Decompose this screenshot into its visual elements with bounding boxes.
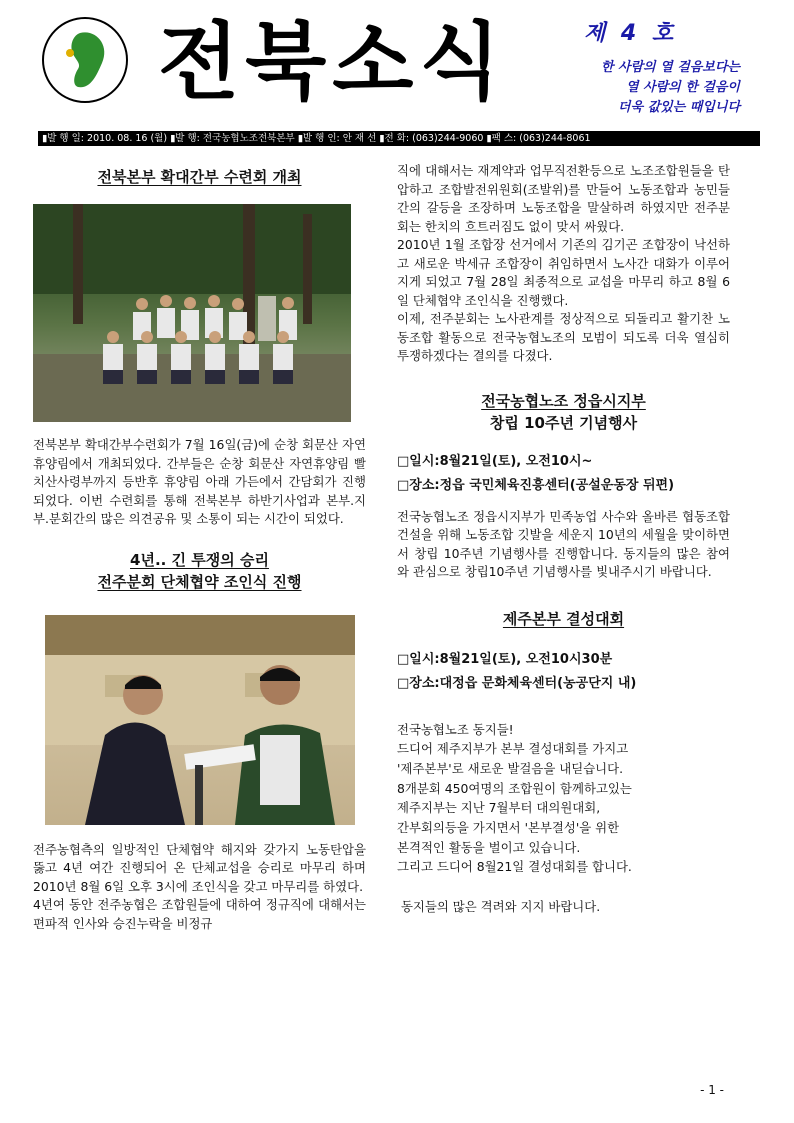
body-line (397, 877, 730, 897)
article-title-text: 전국농협노조 정읍시지부 (481, 391, 646, 410)
event-date: □일시:8월21일(토), 오전10시~ (397, 453, 593, 469)
body-line: '제주본부'로 새로운 발걸음을 내딛습니다. (397, 760, 624, 776)
body-line: 8개분회 450여명의 조합원이 함께하고있는 (397, 780, 632, 796)
event-details (397, 648, 730, 696)
body-line: 드디어 제주지부가 본부 결성대회를 가지고 (397, 741, 629, 757)
article-title (397, 608, 730, 630)
slogan-line: 더욱 값있는 때입니다 (617, 100, 740, 115)
body-line: 동지들의 많은 격려와 지지 바랍니다. (397, 898, 601, 914)
article-title-text: 전북본부 확대간부 수련회 개최 (97, 168, 302, 186)
article-title-text: 4년.. 긴 투쟁의 승리 (130, 550, 269, 569)
event-details (397, 450, 730, 498)
logo-emblem-icon (44, 19, 126, 101)
slogan-line: 열 사람의 한 걸음이 (625, 80, 740, 95)
body-line: 제주지부는 지난 7월부터 대의원대회, (397, 800, 601, 816)
body-line: 본격적인 활동을 벌이고 있습니다. (397, 839, 581, 855)
left-column (33, 160, 366, 933)
page-number: - 1 - (700, 1083, 724, 1097)
article-title (33, 549, 366, 593)
body-line: 그리고 드디어 8월21일 결성대회를 합니다. (397, 859, 632, 875)
union-logo (42, 17, 128, 103)
article-body: 전주농협측의 일방적인 단체협약 해지와 갖가지 노동탄압을 뚫고 4년 여간 진행되어 온 단체교섭을 승리로 마무리 하며 2010년 8월 6일 오후 3시에 조인식을 갖고 마무리를 하였다. 4년여 동안 전주농협은 조합원들에 대하여 정규직에 대해서는 편파적 인사와 승진누락을 비정규 (33, 841, 366, 931)
signing-photo-image (45, 615, 355, 825)
article-title-text: 제주본부 결성대회 (502, 609, 625, 628)
group-photo (33, 204, 351, 422)
article-body: 전북본부 확대간부수련회가 7월 16일(금)에 순창 회문산 자연휴양림에서 개최되었다. 간부들은 순창 회문산 자연휴양림 빨치산사령부까지 등반후 휴양림 아래 가든에서 간담회가 진행되었다. 이번 수련회를 통해 전북본부 하반기사업과 본부.지부.분회간의 많은 의견공유 및 소통이 되는 시간이 되었다. (33, 437, 366, 526)
article-body-continued: 직에 대해서는 재계약과 업무직전환등으로 노조조합원들을 탄압하고 조합발전위원회(조발위)를 만들어 노동조합과 농민들간의 갈등을 조장하며 노동조합을 말살하려 하였지만 전주분회는 한치의 흐트러짐도 없이 맞서 싸웠다. 2010년 1월 조합장 선거에서 기존의 김기곤 조합장이 낙선하고 새로운 박세규 조합장이 취임하면서 노사간 대화가 이루어지게 되었고 7월 28일 최종적으로 교섭을 마무리 하고 8월 6일 단체협약 조인식을 진행했다. 이제, 전주분회는 노사관계를 정상적으로 되돌리고 활기찬 노동조합 활동으로 전국농협노조의 모범이 되도록 더욱 열심히 투쟁하겠다는 결의를 다졌다. (397, 163, 730, 363)
article-body (397, 720, 730, 917)
article-title-text: 창립 10주년 기념행사 (489, 413, 638, 432)
event-date: □일시:8월21일(토), 오전10시30분 (397, 651, 613, 667)
article-title-text: 전주분회 단체협약 조인식 진행 (97, 572, 302, 591)
body-line: 전국농협노조 동지들! (397, 721, 514, 737)
publication-info-bar: ▮발 행 일: 2010. 08. 16 (월) ▮발 행: 전국농협노조전북본부 ▮발 행 인: 안 재 선 ▮전 화: (063)244-9060 ▮팩 스: (063)244-8061 (38, 131, 760, 146)
slogan-line: 한 사람의 열 걸음보다는 (600, 60, 740, 75)
masthead-title: 전북소식 (158, 13, 507, 111)
issue-number: 제 4 호 (584, 21, 678, 46)
article-title (397, 390, 730, 434)
signing-ceremony-photo (45, 615, 355, 825)
event-place: □장소:정읍 국민체육진흥센터(공설운동장 뒤편) (397, 477, 675, 493)
group-photo-image (33, 204, 351, 422)
article-body: 전국농협노조 정읍시지부가 민족농업 사수와 올바른 협동조합 건설을 위해 노동조합 깃발을 세운지 10년의 세월을 맞이하면서 창립 10주년 기념행사를 진행합니다. 동지들의 많은 참여와 관심으로 창립10주년 기념행사를 빛내주시기 바랍니다. (397, 508, 730, 579)
body-line: 간부회의등을 가지면서 '본부결성'을 위한 (397, 820, 620, 836)
article-title (33, 166, 366, 188)
slogan (520, 58, 740, 118)
event-place: □장소:대정읍 문화체육센터(농공단지 내) (397, 675, 637, 691)
right-column (397, 160, 730, 917)
